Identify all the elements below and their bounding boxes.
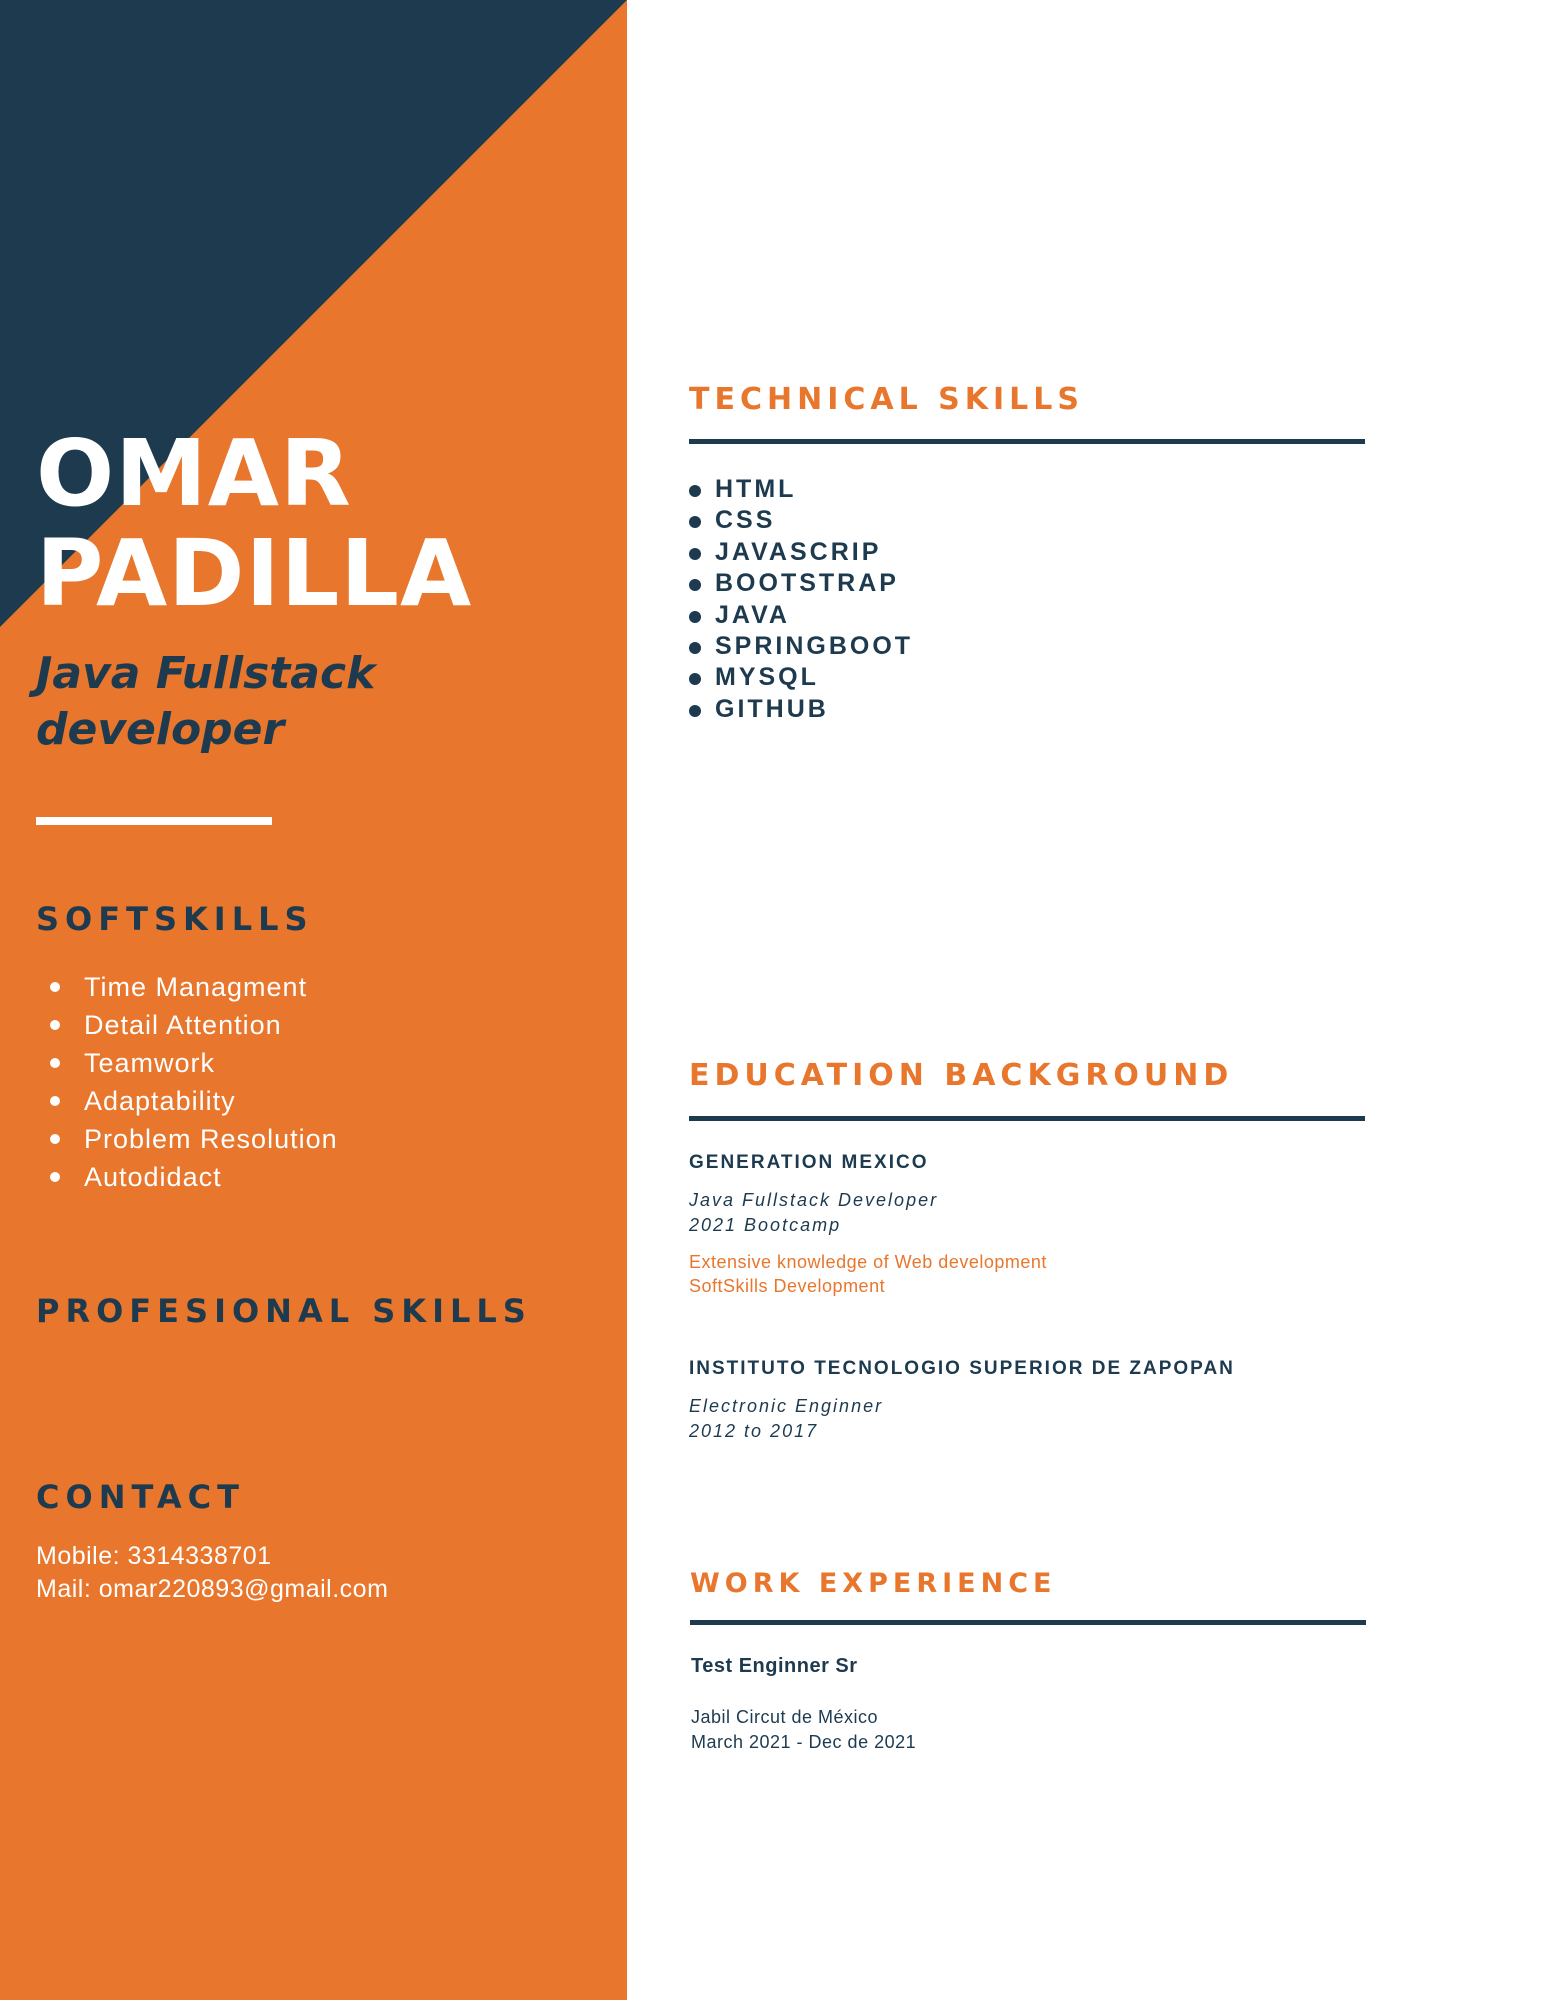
list-item xyxy=(36,1006,338,1044)
bullet-icon xyxy=(50,1096,60,1106)
tech-skill-label: HTML xyxy=(715,475,797,503)
bullet-icon xyxy=(689,548,701,560)
education-period: 2012 to 2017 xyxy=(689,1421,819,1441)
bullet-icon xyxy=(689,485,701,497)
softskill-label: Detail Attention xyxy=(84,1010,282,1040)
tech-skill-label: CSS xyxy=(715,506,776,535)
work-company: Jabil Circut de México xyxy=(691,1707,879,1727)
work-title: Test Enginner Sr xyxy=(691,1655,858,1677)
education-program: Electronic Enginner xyxy=(689,1396,884,1416)
contact-details xyxy=(36,1540,388,1606)
section-divider xyxy=(690,1620,1366,1625)
list-item xyxy=(36,1158,338,1196)
profesional-skills-heading: PROFESIONAL SKILLS xyxy=(36,1292,532,1330)
list-item xyxy=(36,1082,338,1120)
job-title-line: developer xyxy=(36,704,285,755)
education-program-block xyxy=(689,1188,938,1238)
softskill-label: Adaptability xyxy=(84,1086,236,1116)
list-item xyxy=(689,537,913,568)
softskill-label: Autodidact xyxy=(84,1162,222,1192)
bullet-icon xyxy=(689,673,701,685)
bullet-icon xyxy=(50,1134,60,1144)
contact-mail: Mail: omar220893@gmail.com xyxy=(36,1575,389,1603)
bullet-icon xyxy=(50,1020,60,1030)
list-item xyxy=(689,662,913,693)
last-name: PADILLA xyxy=(36,520,473,627)
bullet-icon xyxy=(50,982,60,992)
list-item xyxy=(36,1120,338,1158)
softskill-label: Teamwork xyxy=(84,1048,216,1078)
list-item xyxy=(36,1044,338,1082)
education-program-block xyxy=(689,1394,883,1444)
softskills-heading: SOFTSKILLS xyxy=(36,900,314,938)
softskills-list xyxy=(36,968,338,1196)
technical-skills-heading: TECHNICAL SKILLS xyxy=(689,382,1084,417)
education-school: GENERATION MEXICO xyxy=(689,1152,929,1173)
tech-skill-label: BOOTSTRAP xyxy=(715,569,899,598)
bullet-icon xyxy=(689,579,701,591)
section-divider xyxy=(689,1116,1365,1121)
divider xyxy=(36,817,272,825)
bullet-icon xyxy=(689,516,701,528)
contact-heading: CONTACT xyxy=(36,1478,245,1516)
bullet-icon xyxy=(50,1172,60,1182)
education-note: SoftSkills Development xyxy=(689,1276,886,1296)
tech-skill-label: GITHUB xyxy=(715,694,829,723)
education-program: Java Fullstack Developer xyxy=(689,1190,939,1210)
list-item xyxy=(689,600,913,631)
work-experience-heading: WORK EXPERIENCE xyxy=(690,1568,1057,1599)
bullet-icon xyxy=(689,611,701,623)
list-item xyxy=(689,474,913,505)
list-item xyxy=(36,968,338,1006)
contact-mobile: Mobile: 3314338701 xyxy=(36,1542,272,1570)
first-name: OMAR xyxy=(36,420,352,527)
section-divider xyxy=(689,439,1365,444)
education-note: Extensive knowledge of Web development xyxy=(689,1252,1047,1272)
list-item xyxy=(689,568,913,599)
job-title-line: Java Fullstack xyxy=(36,648,376,699)
softskill-label: Time Managment xyxy=(84,972,308,1002)
tech-skill-label: SPRINGBOOT xyxy=(715,632,914,661)
education-school: INSTITUTO TECNOLOGIO SUPERIOR DE ZAPOPAN xyxy=(689,1358,1235,1379)
bullet-icon xyxy=(689,642,701,654)
education-notes xyxy=(689,1250,1047,1298)
work-details xyxy=(691,1705,916,1755)
bullet-icon xyxy=(689,705,701,717)
list-item xyxy=(689,631,913,662)
tech-skill-label: JAVA xyxy=(715,600,790,629)
tech-skill-label: JAVASCRIP xyxy=(715,537,882,566)
education-heading: EDUCATION BACKGROUND xyxy=(689,1058,1234,1093)
work-period: March 2021 - Dec de 2021 xyxy=(691,1732,917,1752)
job-title xyxy=(36,646,596,758)
list-item xyxy=(689,505,913,536)
tech-skill-label: MYSQL xyxy=(715,663,819,692)
education-period: 2021 Bootcamp xyxy=(689,1215,842,1235)
list-item xyxy=(689,694,913,725)
bullet-icon xyxy=(50,1058,60,1068)
sidebar-panel xyxy=(0,0,627,2000)
technical-skills-list xyxy=(689,474,913,725)
softskill-label: Problem Resolution xyxy=(84,1124,338,1154)
